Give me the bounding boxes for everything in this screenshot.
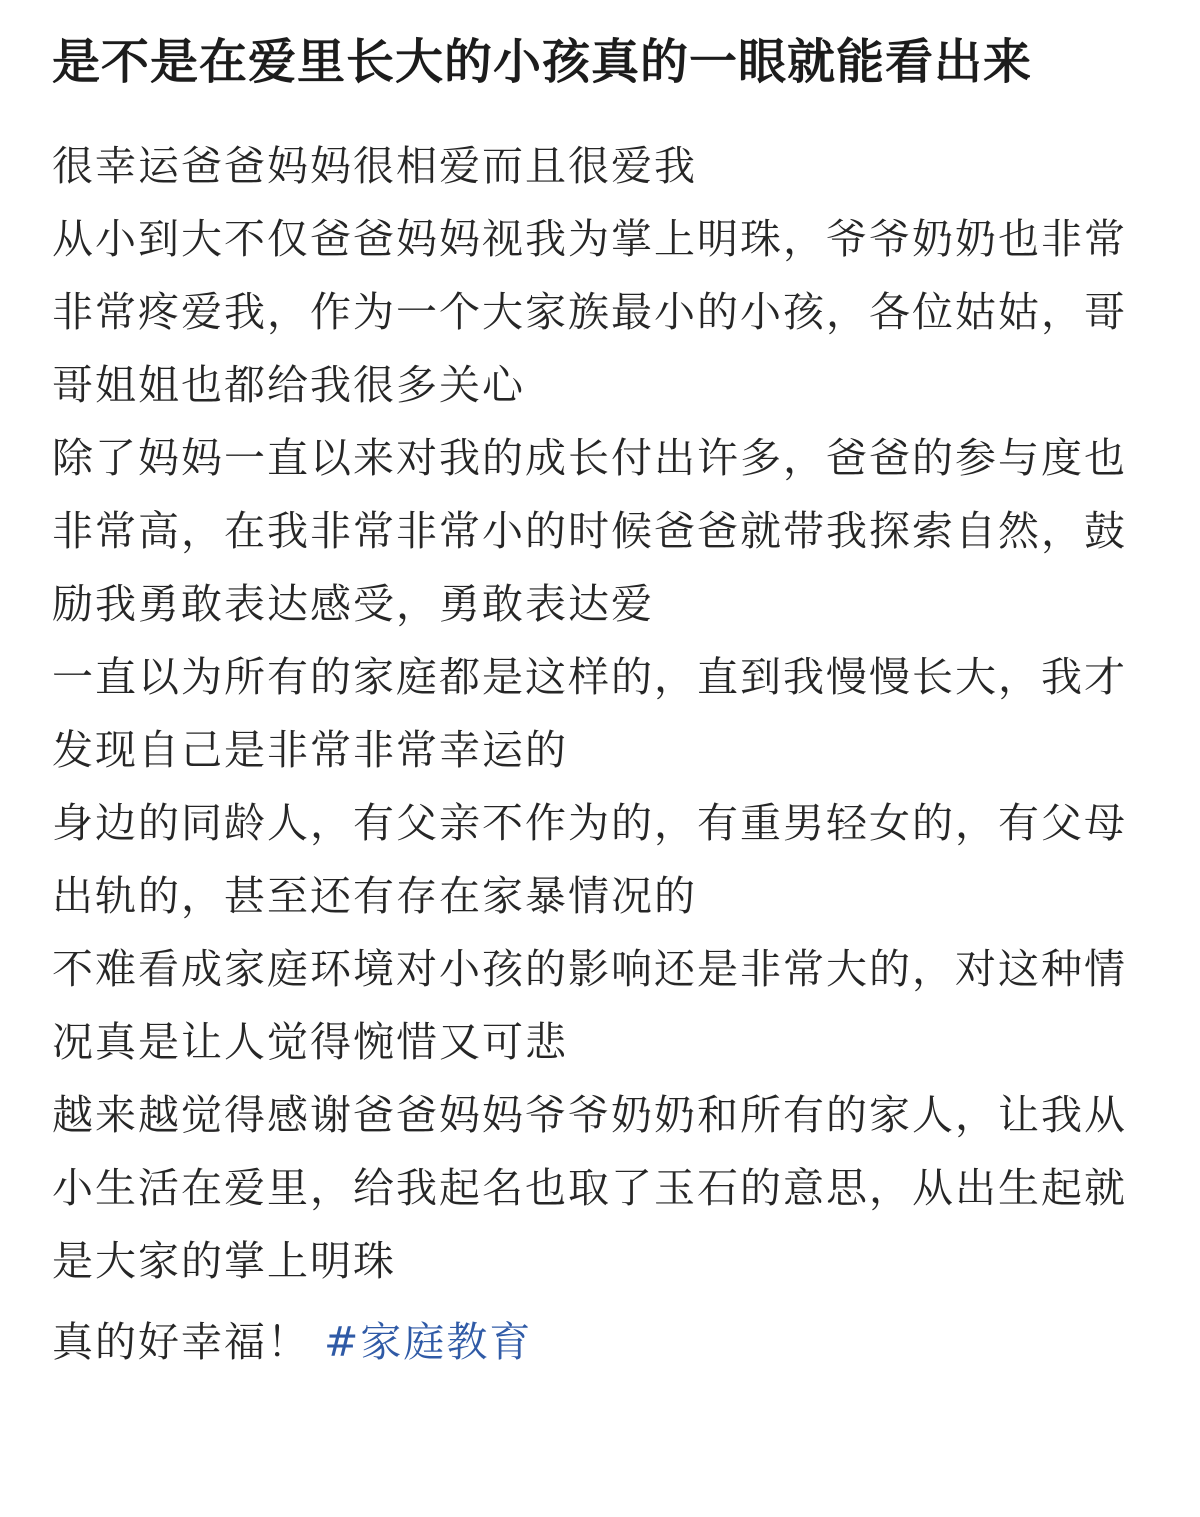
hashtag-link[interactable]: #家庭教育 — [324, 1318, 533, 1366]
post-body — [52, 130, 1152, 1379]
closing-text: 真的好幸福！ — [52, 1318, 310, 1366]
post-closing-line — [52, 1306, 1152, 1379]
post-title: 是不是在爱里长大的小孩真的一眼就能看出来 — [52, 34, 1033, 90]
post-container — [52, 24, 1152, 1379]
post-paragraph: 很幸运爸爸妈妈很相爱而且很爱我 — [52, 142, 697, 190]
post-paragraph: 不难看成家庭环境对小孩的影响还是非常大的，对这种情况真是让人觉得惋惜又可悲 — [52, 945, 1127, 1066]
post-paragraph: 从小到大不仅爸爸妈妈视我为掌上明珠，爷爷奶奶也非常非常疼爱我，作为一个大家族最小的小孩，各位姑姑，哥哥姐姐也都给我很多关心 — [52, 215, 1127, 409]
post-paragraph: 一直以为所有的家庭都是这样的，直到我慢慢长大，我才发现自己是非常非常幸运的 — [52, 653, 1127, 774]
post-paragraph: 身边的同龄人，有父亲不作为的，有重男轻女的，有父母出轨的，甚至还有存在家暴情况的 — [52, 799, 1127, 920]
post-paragraph: 越来越觉得感谢爸爸妈妈爷爷奶奶和所有的家人，让我从小生活在爱里，给我起名也取了玉石的意思，从出生起就是大家的掌上明珠 — [52, 1091, 1127, 1285]
post-paragraph: 除了妈妈一直以来对我的成长付出许多，爸爸的参与度也非常高，在我非常非常小的时候爸爸就带我探索自然，鼓励我勇敢表达感受，勇敢表达爱 — [52, 434, 1127, 628]
